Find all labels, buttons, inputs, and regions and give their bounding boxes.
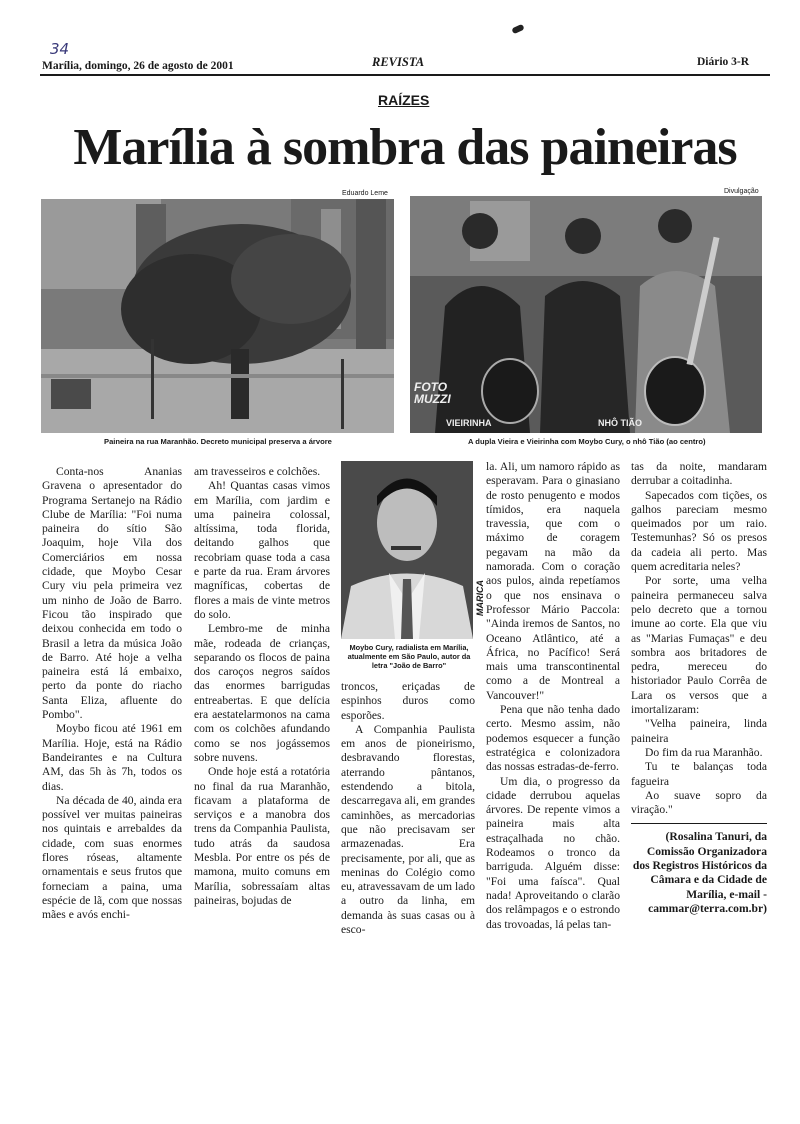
headline: Marília à sombra das paineiras	[73, 119, 737, 176]
section-name: REVISTA	[372, 55, 425, 69]
portrait-side-text: MARICA	[475, 580, 485, 616]
header-rule	[40, 74, 770, 76]
handwritten-page-number: 34	[50, 40, 70, 58]
paragraph: Conta-nos Ananias Gravena o apresentador do Programa Sertanejo na Rádio Clube de Marília: "Foi numa paineira do sítio São Joaquim, hoje Vila dos Comerciários em nossa cidade, que Moybo Cesar Cury viu pela primeira vez um ninho de João de Barro. Ficou tão inspirado que deixou conhecida em todo o Brasil a letra da música João de Barro. Até hoje a velha paineira está lá embaixo, perto da ponte do riacho Santa Eliza, afluente do Pombo".	[42, 465, 182, 722]
photo-overlay-text: FOTO MUZZI	[414, 380, 451, 406]
photo-portrait	[341, 461, 473, 639]
verse-line: Tu te balanças toda fagueira	[631, 760, 767, 788]
paragraph: Na década de 40, ainda era possível ver muitas paineiras nos quintais e arrebaldes da cidade, com suas enormes flores róseas, altamente ornamentais e seus frutos que forneciam a paina, uma espécie de lã, com que nossas mães e avós enchi-	[42, 793, 182, 922]
dateline: Marília, domingo, 26 de agosto de 2001	[42, 60, 234, 72]
article-column-3	[341, 680, 475, 937]
paragraph: tas da noite, mandaram derrubar a coitadinha.	[631, 460, 767, 488]
signature-rule	[631, 823, 767, 824]
portrait-illustration	[341, 461, 473, 639]
street-tree-illustration	[41, 199, 394, 433]
paragraph: la. Ali, um namoro rápido as esperavam. Para o ginasiano de rosto penugento e modos tímidos, era naquela travessia, que com o máximo de coragem pegavam na mão da namorada. Com o coração aos pulos, ainda repetíamos o que nos ensinava o Professor Mário Paccola: "Ainda iremos de Santos, no Oceano Atlântico, até a África, no Pacífico! Será mais uma transcontinental como a de Montreal a Vancouver!"	[486, 460, 620, 702]
paragraph: troncos, eriçadas de espinhos duros como esporões.	[341, 680, 475, 722]
ink-mark	[511, 24, 524, 35]
author-signature: (Rosalina Tanuri, da Comissão Organizadora dos Registros Históricos da Câmara e da Cidade de Marília, e-mail - cammar@terra.com.br)	[632, 830, 767, 915]
paragraph: Lembro-me de minha mãe, rodeada de crianças, separando os flocos de paina dos caroços negros saídos das enormes barrigudas entreabertas. E que delícia era aestatelarmonos na cama com os colchões afundando como se nos jogássemos sobre nuvens.	[194, 622, 330, 764]
photo-left-credit: Eduardo Leme	[342, 190, 388, 197]
kicker: RAÍZES	[378, 92, 430, 108]
paragraph: A Companhia Paulista em anos de pioneirismo, desbravando florestas, aterrando pântanos, estendendo a bitola, descarregava ali, em grandes caminhões, as mercadorias que não precisavam ser armazenadas. Era precisamente, por ali, que as meninas do Colégio como eu, atravessavam de um lado a outro da linha, em demanda às suas casas ou à esco-	[341, 722, 475, 937]
paragraph: Ah! Quantas casas vimos em Marília, com jardim e uma paineira colossal, altíssima, toda florida, deitando galhos que recobriam quase toda a casa e parte da rua. Eram árvores magníficas, cobertas de flores a mais de vinte metros do solo.	[194, 479, 330, 621]
article-column-4	[486, 460, 620, 932]
verse-line: Do fim da rua Maranhão.	[645, 745, 763, 759]
photo-musicians	[410, 196, 762, 433]
article-column-2	[194, 465, 330, 908]
verse-line: "Velha paineira, linda paineira	[631, 717, 767, 745]
paragraph: Pena que não tenha dado certo. Mesmo assim, não podemos esquecer a função estratégica e colonizadora das nossas estradas-de-ferro.	[486, 703, 620, 774]
paragraph: Onde hoje está a rotatória no final da rua Maranhão, ficavam a plataforma de serviços e a manobra dos trens da Companhia Paulista, tudo atrás da saudosa Mesbla. Por entre os pés de mamona, muito comuns em Marília, sobressaíam altas paineiras, bojudas de	[194, 765, 330, 907]
photo-right-credit: Divulgação	[724, 188, 759, 195]
photo-right-caption: A dupla Vieira e Vieirinha com Moybo Cury, o nhô Tião (ao centro)	[468, 437, 706, 446]
page-label: Diário 3-R	[697, 56, 750, 68]
paragraph: Por sorte, uma velha paineira permaneceu salva pelo decreto que a tornou imune ao corte. Ela que viu as "Marias Fumaças" e deu sombra aos britadores de pedra, mereceu do historiador Paulo Corrêa de Lara os versos que a imortalizaram:	[631, 574, 767, 717]
name-tag-vieirinha: VIEIRINHA	[446, 418, 492, 428]
name-tag-nho-tiao: NHÔ TIÃO	[598, 418, 642, 428]
paragraph: Moybo ficou até 1961 em Marília. Hoje, está na Rádio Bandeirantes e na Cultura AM, das 5h às 7h, todos os dias.	[42, 722, 182, 793]
paragraph: Sapecados com tições, os galhos pareciam mesmo queimados por um raio. Testemunhas? Só os presos da cadeia ali perto. Mas quem acreditaria neles?	[631, 488, 767, 574]
paragraph: am travesseiros e colchões.	[194, 465, 321, 478]
article-column-5	[631, 460, 767, 916]
paragraph: Um dia, o progresso da cidade derrubou aquelas árvores. De repente vimos a paineira mais alta estraçalhada no chão. Rodeamos o tronco da barriguda. Alguém disse: "Foi uma faísca". Qual nada! Aproveitando o clarão dos relâmpagos e o estrondo das trovoadas, lá pelas tan-	[486, 774, 620, 931]
verse-line: Ao suave sopro da viração."	[631, 788, 767, 817]
article-column-1	[42, 465, 182, 923]
photo-left-caption: Paineira na rua Maranhão. Decreto municipal preserva a árvore	[104, 437, 332, 446]
portrait-caption: Moybo Cury, radialista em Marília, atualmente em São Paulo, autor da letra "João de Barro"	[347, 643, 471, 670]
photo-street-tree	[41, 199, 394, 433]
